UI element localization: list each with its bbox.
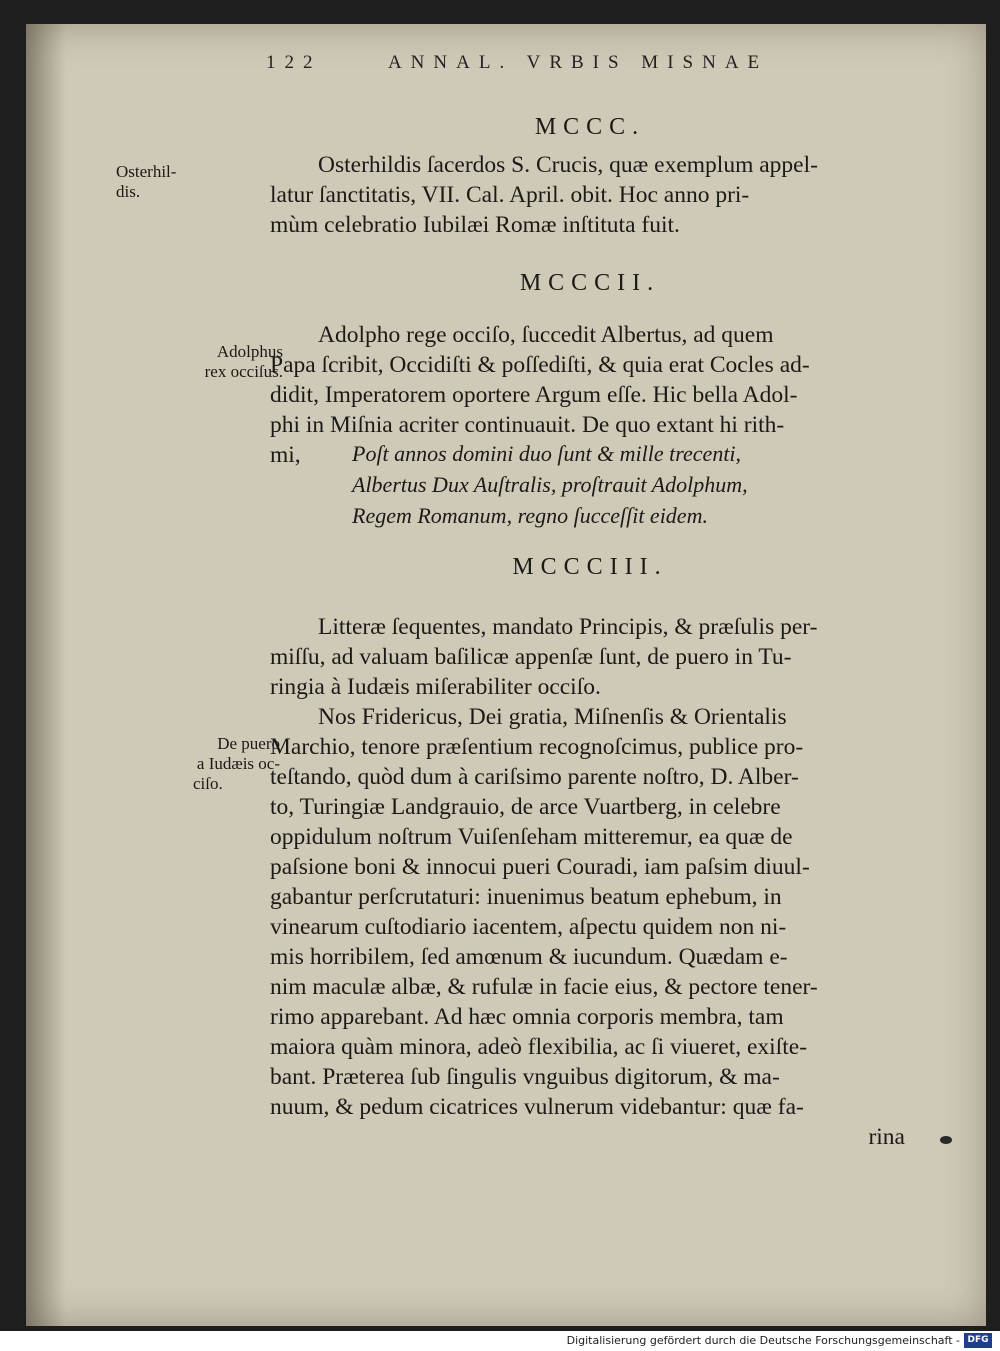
paragraph-line: to, Turingiæ Landgrauio, de arce Vuartberg, in celebre (270, 794, 781, 820)
paragraph-line: teſtando, quòd dum à cariſsimo parente noſtro, D. Alber- (270, 764, 799, 790)
catchword: rina (868, 1124, 905, 1150)
paragraph-line: phi in Miſnia acriter continuauit. De quo extant hi rith- (270, 412, 785, 438)
paragraph-litterae (270, 612, 905, 702)
paragraph-line: Adolpho rege occiſo, ſuccedit Albertus, ad quem (318, 322, 774, 348)
paragraph-line: mis horribilem, ſed amœnum & iucundum. Quædam e- (270, 944, 788, 970)
margin-note-line: rex occiſus. (204, 362, 283, 381)
paragraph-line: gabantur perſcrutaturi: inuenimus beatum ephebum, in (270, 884, 782, 910)
paragraph-line: didit, Imperatorem oportere Argum eſſe. Hic bella Adol- (270, 382, 798, 408)
margin-note-adolphus (168, 342, 283, 382)
page-number: 122 (266, 52, 322, 73)
paragraph-line: Nos Fridericus, Dei gratia, Miſnenſis & Orientalis (318, 704, 787, 730)
verse-line: Poſt annos domini duo ſunt & mille trecenti, (352, 441, 742, 466)
margin-note-line: a Iudæis oc- (196, 754, 280, 773)
paragraph-line: paſsione boni & innocui pueri Couradi, iam paſsim diuul- (270, 854, 810, 880)
dfg-logo-icon: DFG (964, 1333, 992, 1348)
paragraph-line: Marchio, tenore præſentium recognoſcimus, publice pro- (270, 734, 804, 760)
paragraph-line: miſſu, ad valuam baſilicæ appenſæ ſunt, de puero in Tu- (270, 644, 792, 670)
margin-note-line: De puero (217, 734, 280, 753)
paragraph-line: latur ſanctitatis, VII. Cal. April. obit. Hoc anno pri- (270, 182, 750, 208)
margin-note-line: Osterhil- (116, 162, 177, 181)
running-header (266, 52, 826, 74)
verse-line: Regem Romanum, regno ſucceſſit eidem. (352, 503, 708, 528)
margin-note-de-puero (165, 734, 280, 794)
running-title: ANNAL. VRBIS MISNAE (387, 52, 769, 73)
margin-note-line: dis. (116, 182, 141, 201)
digitization-footer (0, 1331, 1000, 1351)
paragraph-line: maiora quàm minora, adeò flexibilia, ac ſi viueret, exiſte- (270, 1034, 808, 1060)
paragraph-line: mùm celebratio Iubilæi Romæ inſtituta fuit. (270, 212, 680, 238)
paragraph-line: mi, (270, 442, 301, 468)
verse-line: Albertus Dux Auſtralis, proſtrauit Adolphum, (352, 472, 748, 497)
margin-note-osterhildis (116, 162, 231, 202)
ink-blot (940, 1136, 952, 1144)
paragraph-line: Osterhildis ſacerdos S. Crucis, quæ exemplum appel- (318, 152, 818, 178)
paragraph-line: oppidulum noſtrum Vuiſenſeham mitteremur, ea quæ de (270, 824, 793, 850)
margin-note-line: ciſo. (193, 774, 223, 793)
paragraph-line: ringia à Iudæis miſerabiliter occiſo. (270, 674, 601, 700)
paragraph-fridericus (270, 702, 905, 1152)
paragraph-line: vinearum cuſtodiario iacentem, aſpectu quidem non ni- (270, 914, 787, 940)
year-heading-mccciii: MCCCIII. (512, 554, 668, 580)
page-edge-shadow (26, 24, 66, 1326)
paragraph-line: nim maculæ albæ, & rufulæ in facie eius, & pectore tener- (270, 974, 818, 1000)
footer-credit: Digitalisierung gefördert durch die Deutsche Forschungsgemeinschaft - (566, 1334, 960, 1347)
margin-note-line: Adolphus (216, 342, 283, 361)
paragraph-line: rimo apparebant. Ad hæc omnia corporis membra, tam (270, 1004, 784, 1030)
year-heading-mccc: MCCC. (534, 114, 646, 140)
paragraph-osterhildis (270, 150, 905, 240)
year-heading-mcccii: MCCCII. (519, 270, 661, 296)
paragraph-line: Papa ſcribit, Occidiſti & poſſediſti, & quia erat Cocles ad- (270, 352, 810, 378)
paragraph-line: Litteræ ſequentes, mandato Principis, & præſulis per- (318, 614, 818, 640)
paragraph-line: nuum, & pedum cicatrices vulnerum videbantur: quæ fa- (270, 1094, 804, 1120)
paragraph-line: bant. Præterea ſub ſingulis vnguibus digitorum, & ma- (270, 1064, 780, 1090)
verse-block (352, 438, 872, 531)
